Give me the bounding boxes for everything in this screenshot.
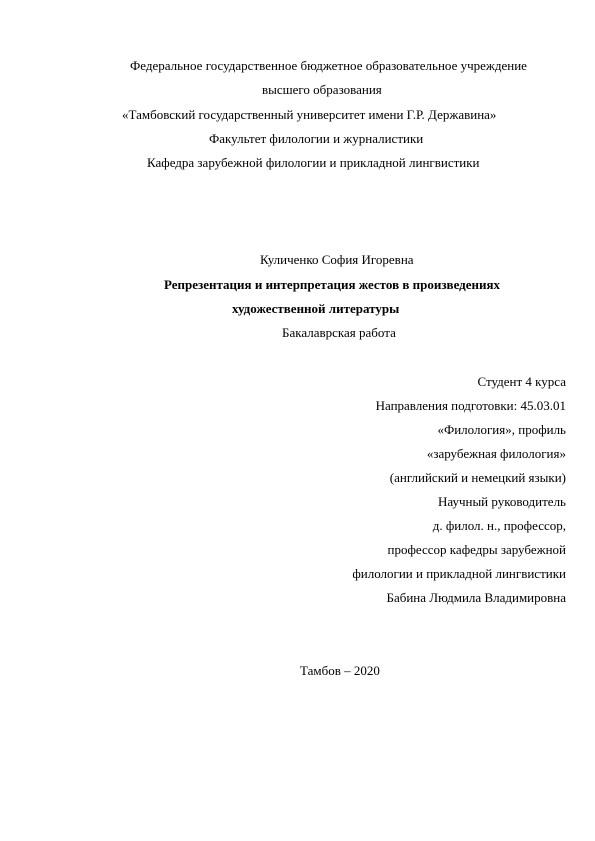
detail-line-1: Студент 4 курса bbox=[477, 374, 566, 389]
detail-line-5: (английский и немецкий языки) bbox=[389, 470, 566, 485]
header-line-3: «Тамбовский государственный университет имени Г.Р. Державина» bbox=[122, 107, 497, 122]
detail-line-6: Научный руководитель bbox=[437, 494, 566, 509]
header-line-5: Кафедра зарубежной филологии и прикладной лингвистики bbox=[147, 155, 480, 170]
title-line-2: художественной литературы bbox=[232, 301, 400, 316]
header-line-4: Факультет филологии и журналистики bbox=[209, 131, 424, 146]
work-type: Бакалаврская работа bbox=[282, 325, 396, 340]
detail-line-9: филологии и прикладной лингвистики bbox=[352, 566, 566, 581]
header-line-1: Федеральное государственное бюджетное образовательное учреждение bbox=[130, 58, 527, 73]
detail-line-4: «зарубежная филология» bbox=[426, 446, 566, 461]
detail-line-3: «Филология», профиль bbox=[437, 422, 566, 437]
detail-line-8: профессор кафедры зарубежной bbox=[387, 542, 566, 557]
author-name: Куличенко София Игоревна bbox=[260, 252, 414, 267]
detail-line-7: д. филол. н., профессор, bbox=[432, 518, 566, 533]
city-year: Тамбов – 2020 bbox=[300, 663, 380, 678]
title-line-1: Репрезентация и интерпретация жестов в произведениях bbox=[164, 277, 501, 292]
detail-line-2: Направления подготовки: 45.03.01 bbox=[375, 398, 566, 413]
header-line-2: высшего образования bbox=[262, 82, 382, 97]
detail-line-10: Бабина Людмила Владимировна bbox=[386, 590, 566, 605]
